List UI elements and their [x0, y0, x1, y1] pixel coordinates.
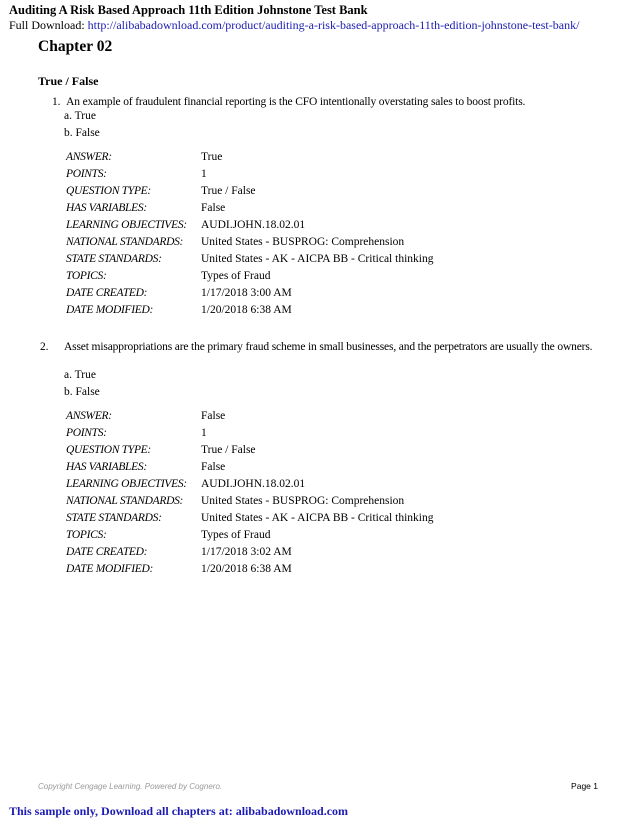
meta-row-points: [66, 168, 433, 185]
question-1: [52, 95, 597, 109]
meta-label: STATE STANDARDS:: [66, 512, 162, 524]
meta-label: TOPICS:: [66, 270, 107, 282]
meta-row-topics: [66, 529, 433, 546]
question-2-metadata: [66, 410, 433, 580]
meta-label: TOPICS:: [66, 529, 107, 541]
chapter-title: Chapter 02: [38, 38, 113, 55]
meta-row-learning-objectives: [66, 219, 433, 236]
option-true: a. True: [64, 369, 96, 381]
question-text: Asset misappropriations are the primary fraud scheme in small businesses, and the perpetrators are usually the owners.: [64, 341, 593, 353]
question-text: An example of fraudulent financial reporting is the CFO intentionally overstating sales to boost profits.: [66, 96, 526, 108]
meta-row-date-created: [66, 546, 433, 563]
meta-label: DATE CREATED:: [66, 546, 148, 558]
meta-row-state-standards: [66, 512, 433, 529]
option-false: b. False: [64, 127, 100, 139]
meta-value: United States - BUSPROG: Comprehension: [201, 236, 405, 248]
meta-label: QUESTION TYPE:: [66, 185, 151, 197]
meta-label: POINTS:: [66, 427, 107, 439]
full-download-line: [9, 18, 579, 33]
meta-value: 1/20/2018 6:38 AM: [201, 563, 292, 575]
meta-value: 1/17/2018 3:02 AM: [201, 546, 292, 558]
meta-value: Types of Fraud: [201, 270, 271, 282]
meta-label: LEARNING OBJECTIVES:: [66, 478, 187, 490]
question-1-metadata: [66, 151, 433, 321]
meta-row-question-type: [66, 185, 433, 202]
meta-value: True / False: [201, 444, 256, 456]
page-number: Page 1: [571, 781, 598, 791]
meta-value: Types of Fraud: [201, 529, 271, 541]
meta-row-date-created: [66, 287, 433, 304]
meta-label: DATE MODIFIED:: [66, 304, 154, 316]
meta-value: False: [201, 461, 226, 473]
meta-label: STATE STANDARDS:: [66, 253, 162, 265]
meta-label: HAS VARIABLES:: [66, 202, 147, 214]
meta-label: ANSWER:: [66, 410, 112, 422]
option-false: b. False: [64, 386, 100, 398]
meta-value: 1/17/2018 3:00 AM: [201, 287, 292, 299]
meta-row-date-modified: [66, 563, 433, 580]
page-title: Auditing A Risk Based Approach 11th Edition Johnstone Test Bank: [9, 3, 368, 17]
meta-row-points: [66, 427, 433, 444]
question-2: [40, 340, 597, 354]
meta-value: False: [201, 410, 226, 422]
meta-label: ANSWER:: [66, 151, 112, 163]
meta-value: False: [201, 202, 226, 214]
option-true: a. True: [64, 110, 96, 122]
meta-label: NATIONAL STANDARDS:: [66, 236, 184, 248]
meta-row-answer: [66, 410, 433, 427]
meta-label: HAS VARIABLES:: [66, 461, 147, 473]
download-link[interactable]: http://alibabadownload.com/product/auditing-a-risk-based-approach-11th-edition-johnstone-test-bank/: [87, 18, 580, 32]
meta-row-learning-objectives: [66, 478, 433, 495]
meta-value: 1/20/2018 6:38 AM: [201, 304, 292, 316]
section-heading: True / False: [38, 74, 99, 88]
meta-value: AUDI.JOHN.18.02.01: [201, 478, 306, 490]
meta-row-national-standards: [66, 495, 433, 512]
meta-label: QUESTION TYPE:: [66, 444, 151, 456]
meta-value: True / False: [201, 185, 256, 197]
footer-copyright: Copyright Cengage Learning. Powered by Cognero.: [38, 782, 223, 791]
meta-value: United States - AK - AICPA BB - Critical thinking: [201, 253, 434, 265]
meta-label: DATE CREATED:: [66, 287, 148, 299]
meta-value: United States - BUSPROG: Comprehension: [201, 495, 405, 507]
meta-label: NATIONAL STANDARDS:: [66, 495, 184, 507]
download-banner[interactable]: This sample only, Download all chapters at: alibabadownload.com: [9, 804, 349, 818]
meta-label: LEARNING OBJECTIVES:: [66, 219, 187, 231]
meta-label: POINTS:: [66, 168, 107, 180]
meta-value: 1: [201, 168, 207, 180]
meta-row-national-standards: [66, 236, 433, 253]
meta-row-has-variables: [66, 202, 433, 219]
question-number: 2.: [40, 341, 49, 353]
meta-row-topics: [66, 270, 433, 287]
meta-row-question-type: [66, 444, 433, 461]
meta-row-answer: [66, 151, 433, 168]
meta-value: True: [201, 151, 223, 163]
question-number: 1.: [52, 96, 61, 108]
meta-row-date-modified: [66, 304, 433, 321]
meta-row-has-variables: [66, 461, 433, 478]
meta-row-state-standards: [66, 253, 433, 270]
meta-value: 1: [201, 427, 207, 439]
meta-value: United States - AK - AICPA BB - Critical thinking: [201, 512, 434, 524]
meta-label: DATE MODIFIED:: [66, 563, 154, 575]
download-prefix: Full Download:: [9, 18, 88, 32]
meta-value: AUDI.JOHN.18.02.01: [201, 219, 306, 231]
